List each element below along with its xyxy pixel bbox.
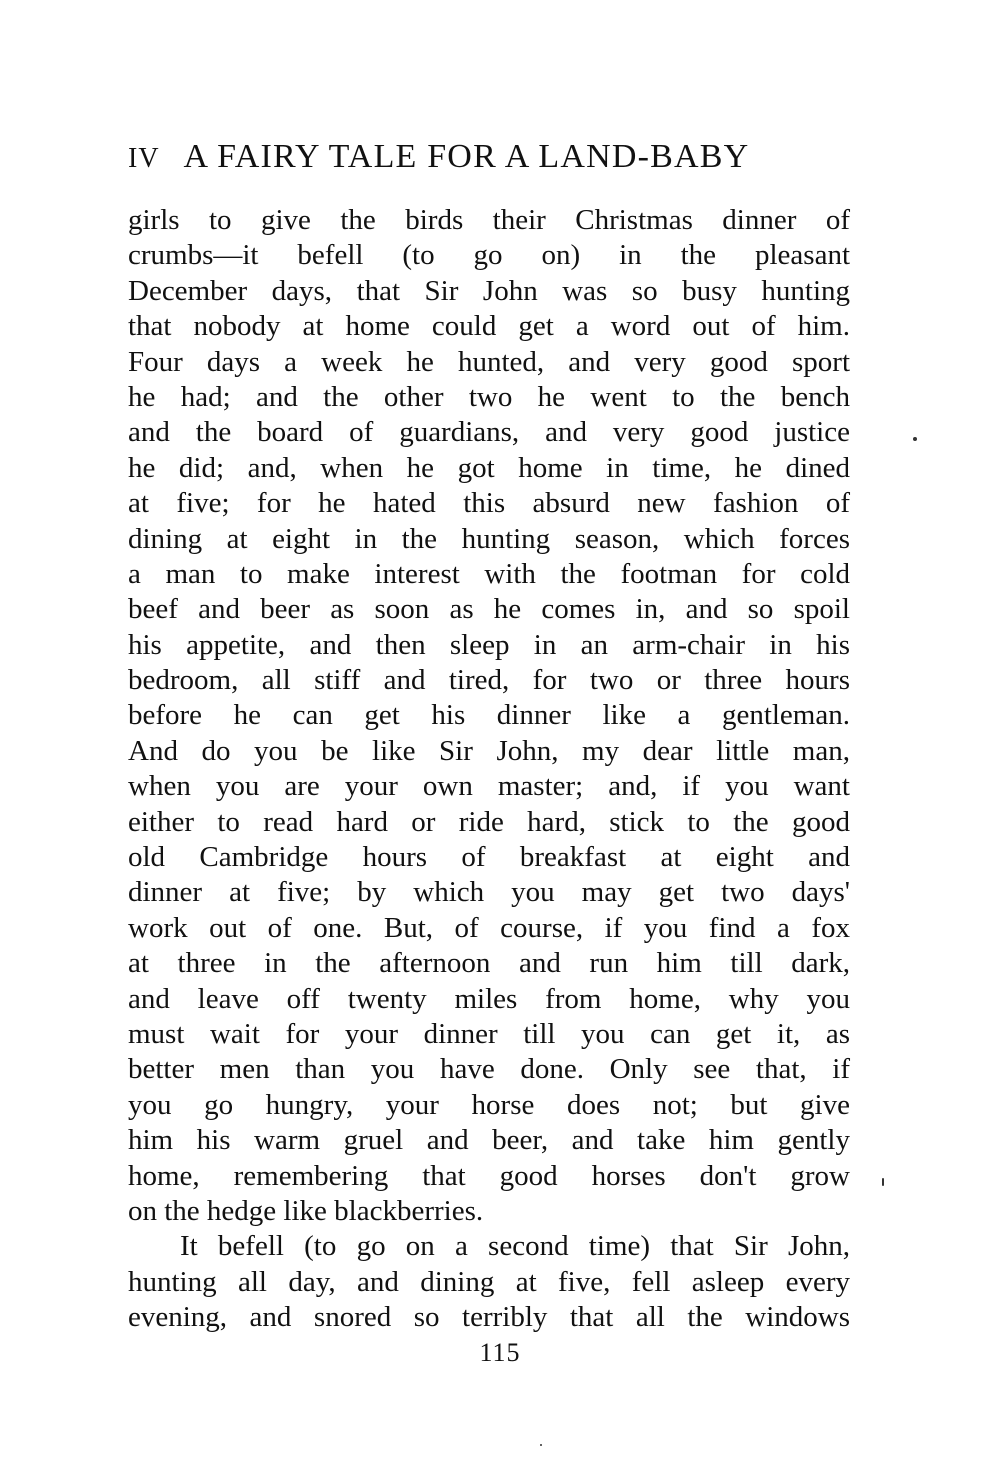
text-line: old Cambridge hours of breakfast at eight and [128,841,850,874]
text-line: evening, and snored so terribly that all the windows [128,1301,850,1334]
text-line: and the board of guardians, and very good justice [128,416,850,449]
text-line: crumbs—it befell (to go on) in the pleasant [128,239,850,272]
text-line: dinner at five; by which you may get two days' [128,876,850,909]
text-line: December days, that Sir John was so busy hunting [128,274,850,307]
text-line: It befell (to go on a second time) that Sir John, [180,1230,850,1263]
text-line: either to read hard or ride hard, stick to the good [128,805,850,838]
running-title: A FAIRY TALE FOR A LAND-BABY [183,138,750,175]
text-line: Four days a week he hunted, and very good sport [128,345,850,378]
text-line: beef and beer as soon as he comes in, and so spoil [128,593,850,626]
text-line: at three in the afternoon and run him till dark, [128,947,850,980]
text-line: on the hedge like blackberries. [128,1194,484,1227]
text-line: his appetite, and then sleep in an arm-chair in his [128,628,850,661]
text-line: dining at eight in the hunting season, which forces [128,522,850,555]
text-line: when you are your own master; and, if you want [128,770,850,803]
paragraph [128,203,850,1229]
ink-speck [882,1178,884,1186]
text-line: he had; and the other two he went to the bench [128,380,850,413]
text-line: bedroom, all stiff and tired, for two or three hours [128,664,850,697]
text-line: and leave off twenty miles from home, why you [128,982,850,1015]
body-text [128,203,850,1336]
text-line: must wait for your dinner till you can get it, as [128,1017,850,1050]
ink-speck [913,437,917,441]
text-line: girls to give the birds their Christmas dinner of [128,204,850,236]
text-line: he did; and, when he got home in time, he dined [128,451,850,484]
text-line: And do you be like Sir John, my dear little man, [128,734,850,767]
text-line: hunting all day, and dining at five, fell asleep every [128,1265,850,1298]
running-head [128,138,848,188]
text-line: that nobody at home could get a word out of him. [128,310,850,343]
text-line: a man to make interest with the footman for cold [128,557,850,590]
text-line: him his warm gruel and beer, and take him gently [128,1124,850,1157]
page-number: 115 [479,1338,521,1367]
ink-speck [540,1444,542,1446]
text-line: before he can get his dinner like a gentleman. [128,699,850,732]
paragraph [128,1229,850,1335]
chapter-number: IV [128,143,160,174]
text-line: work out of one. But, of course, if you find a fox [128,911,850,944]
text-line: better men than you have done. Only see that, if [128,1053,850,1086]
text-line: home, remembering that good horses don't grow [128,1159,850,1192]
text-line: you go hungry, your horse does not; but give [128,1088,850,1121]
text-line: at five; for he hated this absurd new fashion of [128,487,850,520]
